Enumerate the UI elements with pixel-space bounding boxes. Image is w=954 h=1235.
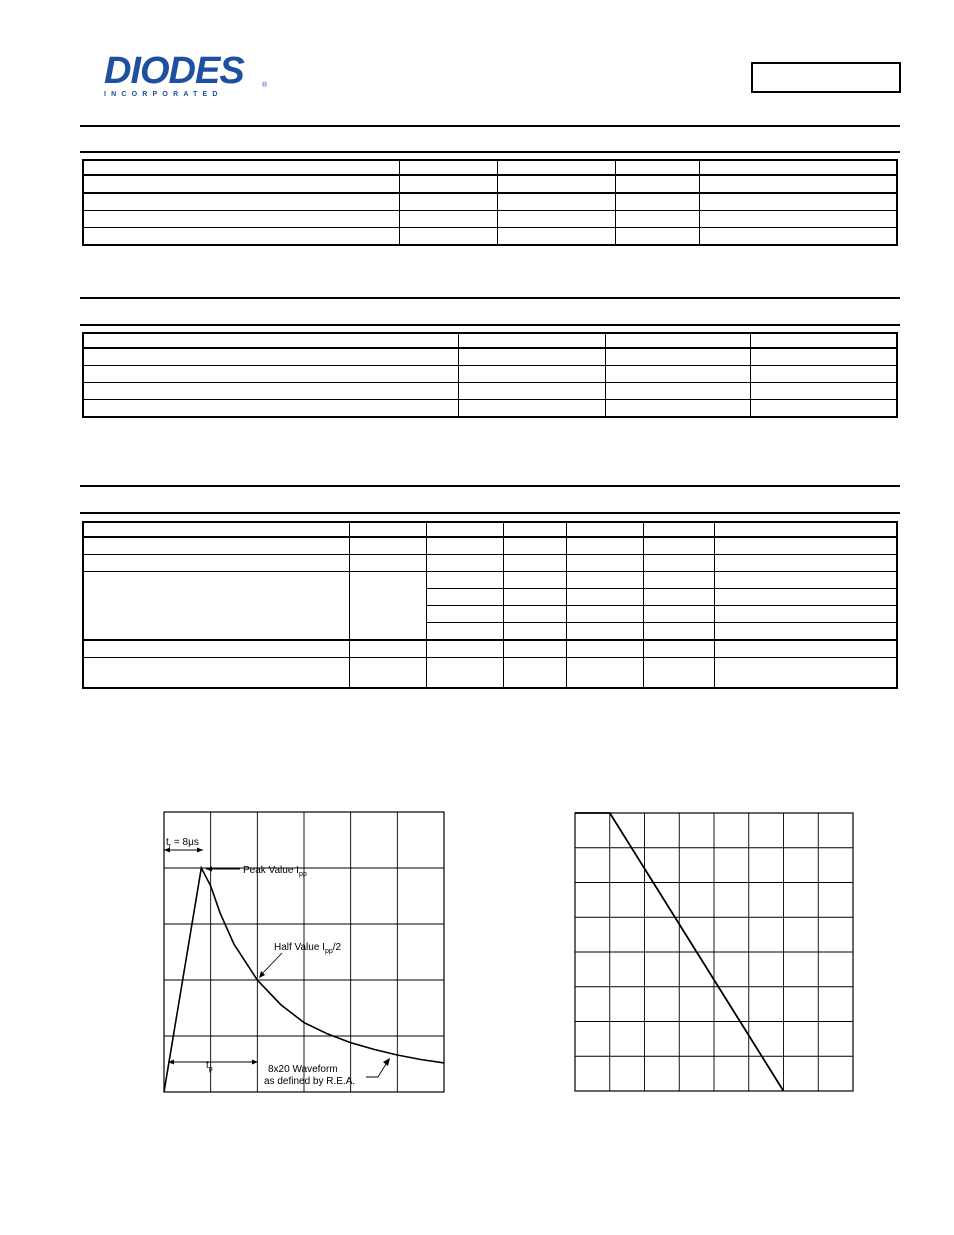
table-cell <box>643 658 714 689</box>
table-cell <box>503 606 566 623</box>
table-cell <box>83 572 349 641</box>
table-cell <box>497 211 615 228</box>
part-number-box <box>751 62 901 93</box>
table-cell <box>605 366 750 383</box>
table-cell <box>349 658 426 689</box>
table-cell <box>426 658 503 689</box>
table-cell <box>503 572 566 589</box>
table-row <box>83 400 897 418</box>
table-row <box>83 348 897 366</box>
table-cell <box>605 383 750 400</box>
table-cell <box>83 383 458 400</box>
table-cell <box>83 658 349 689</box>
section2-top-rule <box>80 297 900 299</box>
table-header-cell <box>605 333 750 348</box>
table-cell <box>503 555 566 572</box>
pulse-time-label: $t_p$ <box>206 1060 213 1073</box>
table-row <box>83 366 897 383</box>
table-cell <box>714 640 897 658</box>
table-cell <box>83 555 349 572</box>
section1-bottom-rule <box>80 151 900 153</box>
section1-top-rule <box>80 125 900 127</box>
table-header-cell <box>615 160 699 175</box>
table-cell <box>458 348 605 366</box>
table-cell <box>497 175 615 193</box>
table-cell <box>714 555 897 572</box>
table-cell <box>426 572 503 589</box>
table-row <box>83 193 897 211</box>
table-header-cell <box>699 160 897 175</box>
table-cell <box>426 537 503 555</box>
table-header-cell <box>399 160 497 175</box>
table-cell <box>714 572 897 589</box>
arrowhead <box>197 848 203 853</box>
section2-bottom-rule <box>80 324 900 326</box>
table-cell <box>566 640 643 658</box>
table-cell <box>349 555 426 572</box>
table-header-cell <box>83 333 458 348</box>
table-cell <box>615 211 699 228</box>
table-row <box>83 555 897 572</box>
table-header-cell <box>503 522 566 537</box>
table-cell <box>643 572 714 589</box>
table-cell <box>503 658 566 689</box>
table-cell <box>458 400 605 418</box>
table-cell <box>83 348 458 366</box>
arrowhead <box>383 1058 390 1066</box>
table-cell <box>643 555 714 572</box>
table-header-cell <box>497 160 615 175</box>
table-cell <box>497 193 615 211</box>
table-cell <box>615 193 699 211</box>
table-row <box>83 658 897 689</box>
waveform-note-line1: 8x20 Waveform <box>268 1064 338 1075</box>
table-header-cell <box>714 522 897 537</box>
table-cell <box>714 606 897 623</box>
table-header-cell <box>566 522 643 537</box>
waveform-note-line2: as defined by R.E.A. <box>264 1076 356 1087</box>
table-cell <box>497 228 615 246</box>
table-cell <box>566 606 643 623</box>
table-cell <box>643 606 714 623</box>
table-cell <box>699 175 897 193</box>
table-row <box>83 228 897 246</box>
table-cell <box>349 537 426 555</box>
table-row <box>83 640 897 658</box>
table-header-cell <box>426 522 503 537</box>
logo-wordmark: DIODES <box>104 50 244 92</box>
chart-grid <box>575 813 853 1091</box>
table-2 <box>82 332 898 418</box>
table-cell <box>83 211 399 228</box>
table-3 <box>82 521 898 689</box>
table-row <box>83 175 897 193</box>
table-cell <box>426 606 503 623</box>
table-cell <box>399 228 497 246</box>
half-value-leader-line <box>260 953 282 976</box>
table-1 <box>82 159 898 246</box>
table-cell <box>750 366 897 383</box>
pulse-waveform-chart <box>150 800 460 1105</box>
table-header-cell <box>83 522 349 537</box>
table-cell <box>458 383 605 400</box>
logo-subtext: INCORPORATED <box>104 91 223 98</box>
table-cell <box>426 589 503 606</box>
table-row <box>83 572 897 589</box>
table-cell <box>83 175 399 193</box>
table-cell <box>83 193 399 211</box>
table-cell <box>566 589 643 606</box>
table-cell <box>349 640 426 658</box>
section3-top-rule <box>80 485 900 487</box>
table-header-cell <box>349 522 426 537</box>
table-cell <box>643 640 714 658</box>
table-cell <box>566 658 643 689</box>
table-cell <box>83 400 458 418</box>
table-row <box>83 211 897 228</box>
table-cell <box>83 366 458 383</box>
derating-chart <box>566 805 864 1102</box>
table-cell <box>426 640 503 658</box>
table-cell <box>605 400 750 418</box>
table-row <box>83 537 897 555</box>
company-logo <box>104 52 272 100</box>
table-row <box>83 383 897 400</box>
peak-value-label: Peak Value $I_{pp}$ <box>243 865 307 878</box>
table-cell <box>750 400 897 418</box>
table-cell <box>503 623 566 641</box>
section3-bottom-rule <box>80 512 900 514</box>
table-cell <box>399 193 497 211</box>
table-cell <box>643 623 714 641</box>
table-cell <box>605 348 750 366</box>
table-cell <box>615 228 699 246</box>
table-header-row <box>83 333 897 348</box>
table-cell <box>83 640 349 658</box>
table-cell <box>83 228 399 246</box>
table-cell <box>714 623 897 641</box>
table-cell <box>426 555 503 572</box>
table-cell <box>458 366 605 383</box>
table-header-row <box>83 160 897 175</box>
table-cell <box>714 658 897 689</box>
table-cell <box>83 537 349 555</box>
table-cell <box>699 211 897 228</box>
table-header-cell <box>458 333 605 348</box>
table-cell <box>399 211 497 228</box>
rise-time-label: $t_r = 8\mu s$ <box>166 837 199 850</box>
table-cell <box>566 623 643 641</box>
registered-mark: ® <box>262 82 268 89</box>
table-header-row <box>83 522 897 537</box>
table-cell <box>503 640 566 658</box>
arrowhead <box>206 867 212 872</box>
table-cell <box>643 537 714 555</box>
half-value-label: Half Value $I_{pp}/2$ <box>274 942 342 955</box>
table-header-cell <box>643 522 714 537</box>
table-cell <box>643 589 714 606</box>
table-cell <box>399 175 497 193</box>
table-cell <box>566 572 643 589</box>
table-cell <box>699 193 897 211</box>
table-cell <box>503 589 566 606</box>
table-header-cell <box>750 333 897 348</box>
table-cell <box>503 537 566 555</box>
table-cell <box>615 175 699 193</box>
table-cell <box>750 383 897 400</box>
table-cell <box>714 537 897 555</box>
table-header-cell <box>83 160 399 175</box>
table-cell <box>349 572 426 641</box>
waveform-note-leader <box>366 1064 386 1077</box>
table-cell <box>566 555 643 572</box>
table-cell <box>426 623 503 641</box>
table-cell <box>750 348 897 366</box>
table-cell <box>714 589 897 606</box>
table-cell <box>699 228 897 246</box>
table-cell <box>566 537 643 555</box>
